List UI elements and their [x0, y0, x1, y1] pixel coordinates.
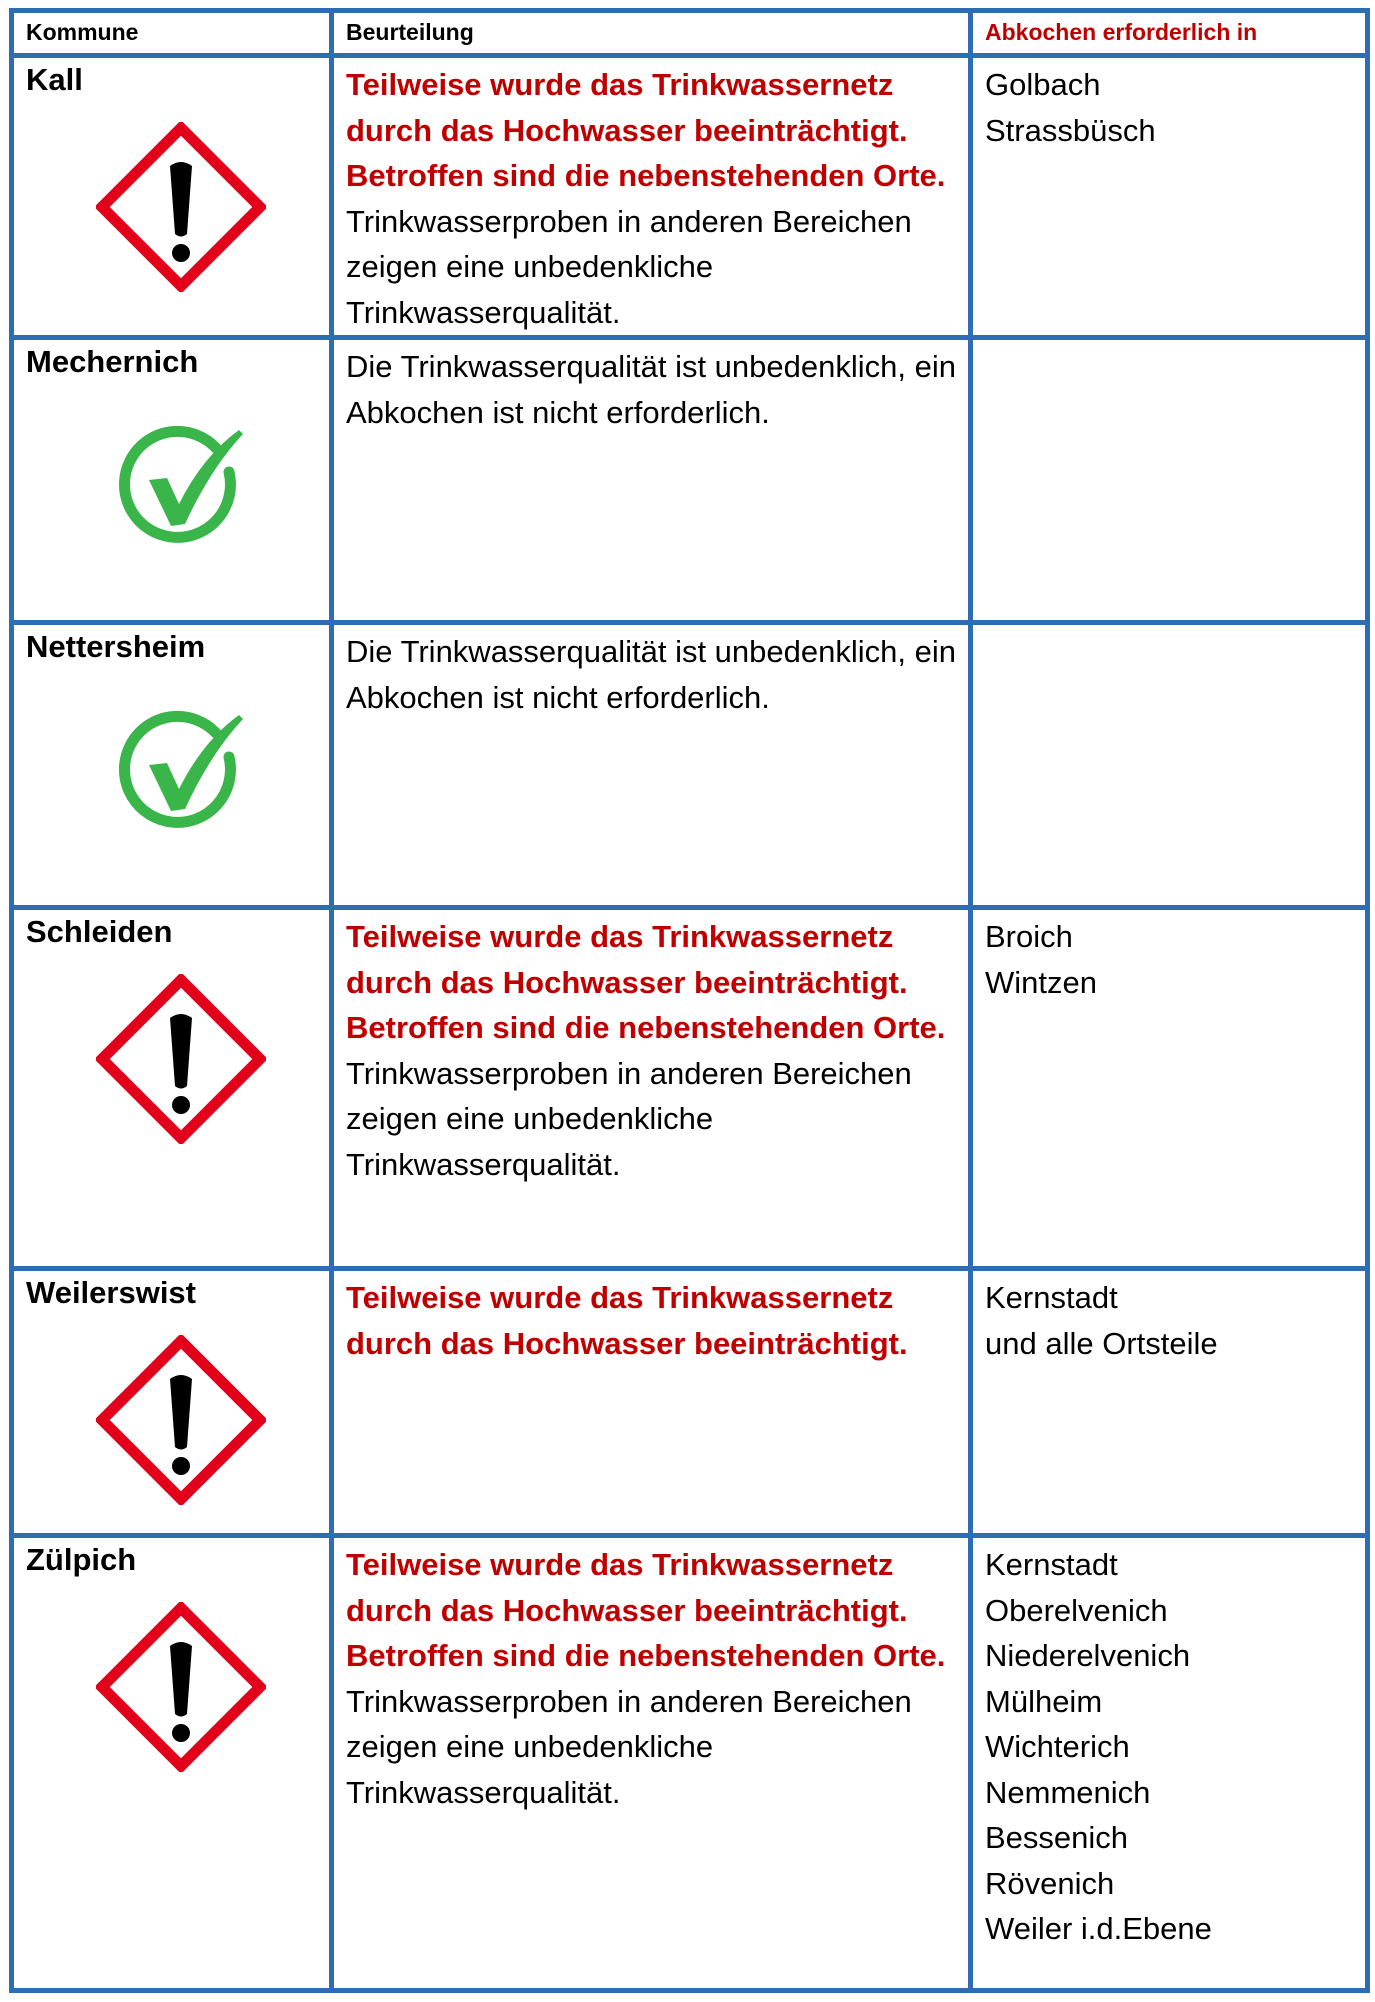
kommune-cell	[12, 338, 332, 623]
kommune-name: Nettersheim	[26, 629, 206, 664]
header-abkochen: Abkochen erforderlich in	[971, 11, 1368, 56]
kommune-name: Schleiden	[26, 914, 173, 949]
place-name: Weiler i.d.Ebene	[985, 1911, 1212, 1946]
place-name: Niederelvenich	[985, 1638, 1191, 1673]
warning-statement: Teilweise wurde das Trinkwassernetz durch das Hochwasser beeinträchtigt. Betroffen sind die nebenstehenden Orte.	[346, 67, 946, 193]
assessment-statement: Trinkwasserproben in anderen Bereichen zeigen eine unbedenkliche Trinkwasserqualität.	[346, 1683, 912, 1810]
place-name: Broich	[985, 919, 1073, 954]
beurteilung-text	[334, 58, 968, 335]
abkochen-cell	[971, 56, 1368, 338]
header-beurteilung: Beurteilung	[332, 11, 971, 56]
beurteilung-cell	[332, 56, 971, 338]
table-row	[12, 338, 1368, 623]
place-name: Strassbüsch	[985, 112, 1156, 148]
beurteilung-cell	[332, 908, 971, 1269]
beurteilung-cell	[332, 1269, 971, 1536]
places-list	[973, 1538, 1365, 1952]
table-row	[12, 1536, 1368, 1991]
beurteilung-cell	[332, 623, 971, 908]
beurteilung-text	[334, 1538, 968, 1815]
place-name: Golbach	[985, 67, 1101, 102]
kommune-cell	[12, 1536, 332, 1991]
places-list	[973, 625, 1365, 629]
header-kommune: Kommune	[12, 11, 332, 56]
table-row	[12, 1269, 1368, 1536]
beurteilung-text	[334, 340, 968, 435]
abkochen-cell	[971, 338, 1368, 623]
hazard-warning-icon	[96, 974, 266, 1144]
warning-statement: Teilweise wurde das Trinkwassernetz durch das Hochwasser beeinträchtigt. Betroffen sind die nebenstehenden Orte.	[346, 1547, 946, 1673]
warning-statement: Teilweise wurde das Trinkwassernetz durch das Hochwasser beeinträchtigt. Betroffen sind die nebenstehenden Orte.	[346, 919, 946, 1045]
assessment-statement: Trinkwasserproben in anderen Bereichen zeigen eine unbedenkliche Trinkwasserqualität.	[346, 1055, 912, 1182]
abkochen-cell	[971, 1536, 1368, 1991]
kommune-cell	[12, 623, 332, 908]
place-name: Nemmenich	[985, 1774, 1151, 1810]
hazard-warning-icon	[96, 1335, 266, 1505]
beurteilung-text	[334, 1271, 968, 1366]
place-name: Kernstadt	[985, 1547, 1118, 1582]
place-name: Rövenich	[985, 1865, 1115, 1901]
kommune-name: Kall	[26, 62, 83, 97]
kommune-name: Weilerswist	[26, 1275, 197, 1310]
places-list	[973, 340, 1365, 344]
water-quality-table	[9, 8, 1370, 1993]
table-row	[12, 623, 1368, 908]
assessment-statement: Die Trinkwasserqualität ist unbedenklich, ein Abkochen ist nicht erforderlich.	[346, 634, 956, 715]
abkochen-cell	[971, 1269, 1368, 1536]
places-list	[973, 58, 1365, 153]
header-row	[12, 11, 1368, 56]
hazard-warning-icon	[96, 122, 266, 292]
beurteilung-text	[334, 625, 968, 720]
kommune-name: Zülpich	[26, 1542, 137, 1577]
place-name: und alle Ortsteile	[985, 1325, 1218, 1361]
kommune-name: Mechernich	[26, 344, 199, 379]
kommune-cell	[12, 1269, 332, 1536]
warning-statement: Teilweise wurde das Trinkwassernetz durch das Hochwasser beeinträchtigt.	[346, 1280, 908, 1361]
hazard-warning-icon	[96, 1602, 266, 1772]
place-name: Wichterich	[985, 1729, 1130, 1764]
table-row	[12, 908, 1368, 1269]
place-name: Kernstadt	[985, 1280, 1118, 1315]
beurteilung-text	[334, 910, 968, 1187]
place-name: Mülheim	[985, 1683, 1103, 1719]
checkmark-icon	[115, 416, 245, 546]
kommune-cell	[12, 56, 332, 338]
places-list	[973, 910, 1365, 1005]
place-name: Oberelvenich	[985, 1592, 1168, 1628]
place-name: Wintzen	[985, 964, 1097, 1000]
assessment-statement: Die Trinkwasserqualität ist unbedenklich, ein Abkochen ist nicht erforderlich.	[346, 349, 956, 430]
place-name: Bessenich	[985, 1820, 1129, 1855]
abkochen-cell	[971, 623, 1368, 908]
places-list	[973, 1271, 1365, 1366]
abkochen-cell	[971, 908, 1368, 1269]
beurteilung-cell	[332, 338, 971, 623]
assessment-statement: Trinkwasserproben in anderen Bereichen zeigen eine unbedenkliche Trinkwasserqualität.	[346, 203, 912, 330]
table-row	[12, 56, 1368, 338]
checkmark-icon	[115, 701, 245, 831]
beurteilung-cell	[332, 1536, 971, 1991]
kommune-cell	[12, 908, 332, 1269]
